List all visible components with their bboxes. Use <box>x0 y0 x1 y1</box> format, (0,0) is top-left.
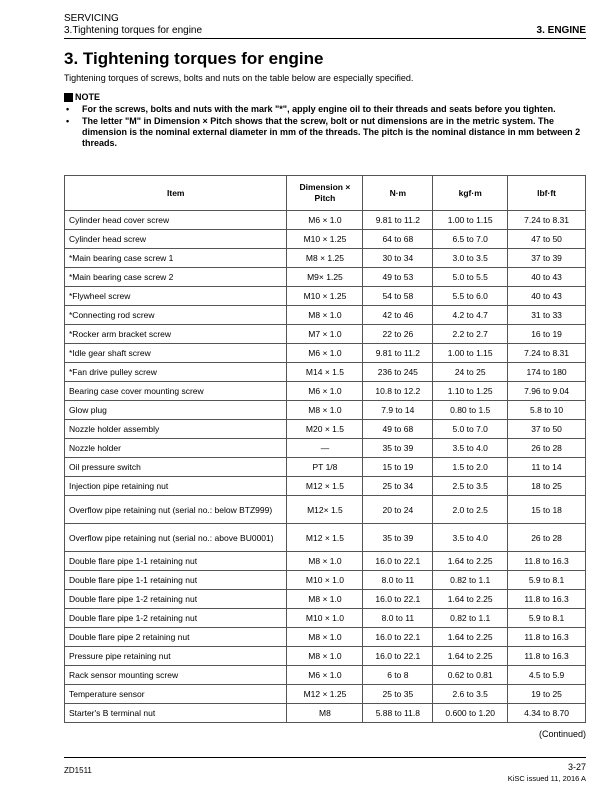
cell-kgfm: 2.2 to 2.7 <box>433 325 508 344</box>
cell-dimension: M8 × 1.0 <box>287 306 363 325</box>
cell-nm: 8.0 to 11 <box>363 609 433 628</box>
cell-kgfm: 1.64 to 2.25 <box>433 552 508 571</box>
table-row <box>65 496 586 524</box>
cell-nm: 42 to 46 <box>363 306 433 325</box>
cell-dimension: — <box>287 439 363 458</box>
cell-nm: 236 to 245 <box>363 363 433 382</box>
cell-dimension: M8 × 1.0 <box>287 590 363 609</box>
issue-info: KiSC issued 11, 2016 A <box>507 774 586 783</box>
cell-lbfft: 11 to 14 <box>508 458 586 477</box>
cell-dimension: M12 × 1.5 <box>287 524 363 552</box>
cell-item: Starter's B terminal nut <box>65 704 287 723</box>
cell-nm: 9.81 to 11.2 <box>363 344 433 363</box>
cell-kgfm: 0.82 to 1.1 <box>433 609 508 628</box>
cell-kgfm: 3.5 to 4.0 <box>433 439 508 458</box>
cell-nm: 16.0 to 22.1 <box>363 628 433 647</box>
cell-item: Glow plug <box>65 401 287 420</box>
cell-nm: 6 to 8 <box>363 666 433 685</box>
cell-item: Double flare pipe 2 retaining nut <box>65 628 287 647</box>
cell-item: Double flare pipe 1-2 retaining nut <box>65 609 287 628</box>
table-row <box>65 439 586 458</box>
cell-dimension: M20 × 1.5 <box>287 420 363 439</box>
cell-nm: 25 to 35 <box>363 685 433 704</box>
table-row <box>65 363 586 382</box>
table-row <box>65 477 586 496</box>
cell-lbfft: 5.8 to 10 <box>508 401 586 420</box>
cell-lbfft: 5.9 to 8.1 <box>508 609 586 628</box>
cell-dimension: M6 × 1.0 <box>287 344 363 363</box>
cell-nm: 16.0 to 22.1 <box>363 590 433 609</box>
table-row <box>65 230 586 249</box>
cell-item: Overflow pipe retaining nut (serial no.: above BU0001) <box>65 524 287 552</box>
cell-dimension: M6 × 1.0 <box>287 666 363 685</box>
cell-kgfm: 2.0 to 2.5 <box>433 496 508 524</box>
cell-item: Injection pipe retaining nut <box>65 477 287 496</box>
cell-nm: 22 to 26 <box>363 325 433 344</box>
cell-dimension: M8 × 1.0 <box>287 552 363 571</box>
note-marker-icon <box>64 93 73 102</box>
cell-lbfft: 7.24 to 8.31 <box>508 211 586 230</box>
cell-kgfm: 1.00 to 1.15 <box>433 211 508 230</box>
cell-kgfm: 5.0 to 7.0 <box>433 420 508 439</box>
cell-kgfm: 4.2 to 4.7 <box>433 306 508 325</box>
cell-item: Nozzle holder <box>65 439 287 458</box>
cell-dimension: M6 × 1.0 <box>287 211 363 230</box>
cell-kgfm: 3.5 to 4.0 <box>433 524 508 552</box>
cell-item: Double flare pipe 1-1 retaining nut <box>65 571 287 590</box>
cell-kgfm: 1.00 to 1.15 <box>433 344 508 363</box>
continued-label: (Continued) <box>538 729 586 739</box>
footer-doc-code: ZD1511 <box>64 766 92 775</box>
cell-item: *Main bearing case screw 2 <box>65 268 287 287</box>
column-header-dimension: Dimension × Pitch <box>287 176 363 211</box>
cell-lbfft: 16 to 19 <box>508 325 586 344</box>
cell-dimension: M8 <box>287 704 363 723</box>
cell-kgfm: 1.64 to 2.25 <box>433 628 508 647</box>
column-header-nm: N·m <box>363 176 433 211</box>
note-label: NOTE <box>75 92 101 102</box>
cell-kgfm: 3.0 to 3.5 <box>433 249 508 268</box>
cell-nm: 54 to 58 <box>363 287 433 306</box>
cell-kgfm: 1.5 to 2.0 <box>433 458 508 477</box>
header-subsection: 3.Tightening torques for engine <box>64 25 203 36</box>
table-row <box>65 704 586 723</box>
cell-nm: 9.81 to 11.2 <box>363 211 433 230</box>
table-row <box>65 401 586 420</box>
cell-lbfft: 11.8 to 16.3 <box>508 590 586 609</box>
cell-nm: 15 to 19 <box>363 458 433 477</box>
table-row <box>65 590 586 609</box>
cell-lbfft: 31 to 33 <box>508 306 586 325</box>
cell-lbfft: 26 to 28 <box>508 524 586 552</box>
cell-item: *Connecting rod screw <box>65 306 287 325</box>
header-section: SERVICING <box>64 13 119 24</box>
cell-item: *Flywheel screw <box>65 287 287 306</box>
cell-kgfm: 2.6 to 3.5 <box>433 685 508 704</box>
cell-nm: 20 to 24 <box>363 496 433 524</box>
cell-kgfm: 5.0 to 5.5 <box>433 268 508 287</box>
table-row <box>65 524 586 552</box>
cell-kgfm: 6.5 to 7.0 <box>433 230 508 249</box>
cell-nm: 8.0 to 11 <box>363 571 433 590</box>
table-body <box>65 211 586 723</box>
cell-kgfm: 0.82 to 1.1 <box>433 571 508 590</box>
cell-lbfft: 40 to 43 <box>508 287 586 306</box>
table-row <box>65 325 586 344</box>
column-header-kgfm: kgf·m <box>433 176 508 211</box>
cell-item: Double flare pipe 1-2 retaining nut <box>65 590 287 609</box>
table-row <box>65 306 586 325</box>
cell-lbfft: 37 to 39 <box>508 249 586 268</box>
cell-lbfft: 11.8 to 16.3 <box>508 647 586 666</box>
cell-dimension: M8 × 1.0 <box>287 647 363 666</box>
cell-lbfft: 19 to 25 <box>508 685 586 704</box>
cell-dimension: M6 × 1.0 <box>287 382 363 401</box>
note-item: • The letter "M" in Dimension × Pitch shows that the screw, bolt or nut dimensions are in the metric system. The dimension is the nominal external diameter in mm of the threads. The pitch is the nominal distance in mm between 2 threads. <box>64 116 586 149</box>
page-title: 3. Tightening torques for engine <box>64 49 324 68</box>
cell-item: Rack sensor mounting screw <box>65 666 287 685</box>
table-row <box>65 382 586 401</box>
cell-lbfft: 37 to 50 <box>508 420 586 439</box>
cell-kgfm: 1.64 to 2.25 <box>433 647 508 666</box>
cell-nm: 49 to 53 <box>363 268 433 287</box>
cell-nm: 49 to 68 <box>363 420 433 439</box>
cell-dimension: M8 × 1.0 <box>287 401 363 420</box>
cell-item: Cylinder head cover screw <box>65 211 287 230</box>
table-row <box>65 211 586 230</box>
cell-item: Bearing case cover mounting screw <box>65 382 287 401</box>
cell-item: Oil pressure switch <box>65 458 287 477</box>
table-row <box>65 420 586 439</box>
cell-lbfft: 18 to 25 <box>508 477 586 496</box>
cell-lbfft: 11.8 to 16.3 <box>508 552 586 571</box>
cell-kgfm: 1.10 to 1.25 <box>433 382 508 401</box>
cell-kgfm: 5.5 to 6.0 <box>433 287 508 306</box>
cell-nm: 7.9 to 14 <box>363 401 433 420</box>
footer-divider <box>64 757 586 758</box>
table-row <box>65 552 586 571</box>
cell-kgfm: 2.5 to 3.5 <box>433 477 508 496</box>
cell-dimension: M10 × 1.25 <box>287 287 363 306</box>
cell-dimension: M9× 1.25 <box>287 268 363 287</box>
cell-nm: 64 to 68 <box>363 230 433 249</box>
table-row <box>65 628 586 647</box>
cell-dimension: M8 × 1.25 <box>287 249 363 268</box>
table-row <box>65 287 586 306</box>
note-list <box>64 104 586 150</box>
table-row <box>65 647 586 666</box>
cell-dimension: M10 × 1.0 <box>287 571 363 590</box>
cell-item: *Fan drive pulley screw <box>65 363 287 382</box>
torque-table <box>64 175 586 723</box>
page-number: 3-27 <box>567 762 586 772</box>
cell-item: Temperature sensor <box>65 685 287 704</box>
cell-nm: 25 to 34 <box>363 477 433 496</box>
cell-lbfft: 40 to 43 <box>508 268 586 287</box>
table-header-row <box>65 176 586 211</box>
cell-nm: 5.88 to 11.8 <box>363 704 433 723</box>
cell-dimension: M8 × 1.0 <box>287 628 363 647</box>
cell-kgfm: 0.600 to 1.20 <box>433 704 508 723</box>
table-row <box>65 609 586 628</box>
note-heading <box>64 92 100 102</box>
cell-lbfft: 4.34 to 8.70 <box>508 704 586 723</box>
cell-item: *Rocker arm bracket screw <box>65 325 287 344</box>
cell-lbfft: 15 to 18 <box>508 496 586 524</box>
cell-item: Nozzle holder assembly <box>65 420 287 439</box>
table-row <box>65 685 586 704</box>
table-row <box>65 344 586 363</box>
cell-kgfm: 0.80 to 1.5 <box>433 401 508 420</box>
column-header-item: Item <box>65 176 287 211</box>
cell-dimension: M7 × 1.0 <box>287 325 363 344</box>
table-row <box>65 268 586 287</box>
cell-dimension: M14 × 1.5 <box>287 363 363 382</box>
cell-item: *Main bearing case screw 1 <box>65 249 287 268</box>
cell-lbfft: 4.5 to 5.9 <box>508 666 586 685</box>
table-row <box>65 571 586 590</box>
header-divider <box>64 38 586 39</box>
note-item: • For the screws, bolts and nuts with the mark "*", apply engine oil to their threads and seats before you tighten. <box>64 104 586 115</box>
cell-dimension: M10 × 1.0 <box>287 609 363 628</box>
cell-dimension: M12 × 1.25 <box>287 685 363 704</box>
cell-lbfft: 174 to 180 <box>508 363 586 382</box>
cell-lbfft: 47 to 50 <box>508 230 586 249</box>
cell-nm: 10.8 to 12.2 <box>363 382 433 401</box>
cell-item: Pressure pipe retaining nut <box>65 647 287 666</box>
cell-nm: 35 to 39 <box>363 439 433 458</box>
cell-lbfft: 26 to 28 <box>508 439 586 458</box>
cell-dimension: M12 × 1.5 <box>287 477 363 496</box>
cell-nm: 30 to 34 <box>363 249 433 268</box>
footer-right <box>508 762 586 784</box>
table-row <box>65 249 586 268</box>
cell-lbfft: 5.9 to 8.1 <box>508 571 586 590</box>
cell-nm: 16.0 to 22.1 <box>363 552 433 571</box>
cell-item: Overflow pipe retaining nut (serial no.: below BTZ999) <box>65 496 287 524</box>
cell-nm: 35 to 39 <box>363 524 433 552</box>
cell-nm: 16.0 to 22.1 <box>363 647 433 666</box>
cell-kgfm: 24 to 25 <box>433 363 508 382</box>
cell-lbfft: 7.96 to 9.04 <box>508 382 586 401</box>
intro-text: Tightening torques of screws, bolts and nuts on the table below are especially specified. <box>64 73 414 83</box>
table-row <box>65 458 586 477</box>
cell-item: Double flare pipe 1-1 retaining nut <box>65 552 287 571</box>
cell-dimension: PT 1/8 <box>287 458 363 477</box>
cell-dimension: M10 × 1.25 <box>287 230 363 249</box>
cell-kgfm: 1.64 to 2.25 <box>433 590 508 609</box>
cell-item: Cylinder head screw <box>65 230 287 249</box>
cell-lbfft: 11.8 to 16.3 <box>508 628 586 647</box>
table-row <box>65 666 586 685</box>
header-chapter: 3. ENGINE <box>536 25 586 36</box>
cell-kgfm: 0.62 to 0.81 <box>433 666 508 685</box>
cell-lbfft: 7.24 to 8.31 <box>508 344 586 363</box>
cell-dimension: M12× 1.5 <box>287 496 363 524</box>
cell-item: *Idle gear shaft screw <box>65 344 287 363</box>
column-header-lbfft: lbf·ft <box>508 176 586 211</box>
